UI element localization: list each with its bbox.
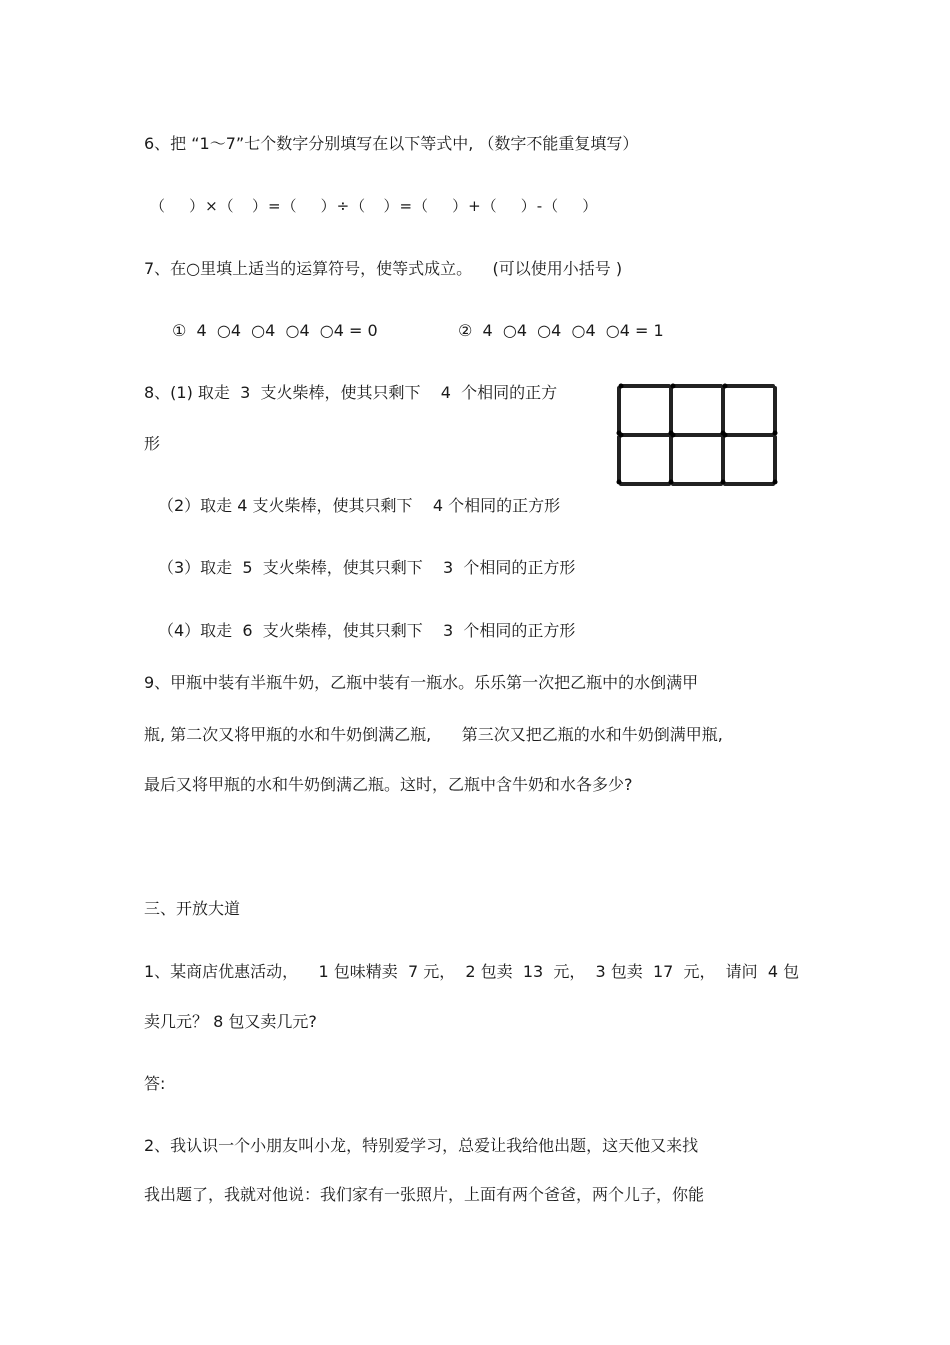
q8-part3: （3）取走 5 支火柴棒，使其只剩下 3 个相同的正方形 — [158, 558, 576, 577]
q9-line1: 9、甲瓶中装有半瓶牛奶，乙瓶中装有一瓶水。乐乐第一次把乙瓶中的水倒满甲 — [144, 673, 699, 692]
q8-part2: （2）取走 4 支火柴棒，使其只剩下 4 个相同的正方形 — [158, 496, 561, 515]
s3q1-line2: 卖几元？ 8 包又卖几元? — [144, 1012, 317, 1031]
s3q1-line1: 1、某商店优惠活动， 1 包味精卖 7 元， 2 包卖 13 元， 3 包卖 17 元， 请问 4 包 — [144, 962, 800, 981]
q9-line2: 瓶, 第二次又将甲瓶的水和牛奶倒满乙瓶, 第三次又把乙瓶的水和牛奶倒满甲瓶, — [144, 725, 723, 744]
q7-equation-1: ① 4 ○4 ○4 ○4 ○4 = 0 — [172, 321, 378, 340]
s3q2-line1: 2、我认识一个小朋友叫小龙，特别爱学习，总爱让我给他出题，这天他又来找 — [144, 1136, 699, 1155]
q7-prompt: 7、在○里填上适当的运算符号，使等式成立。 (可以使用小括号 ) — [144, 259, 623, 278]
q8-part1-line2: 形 — [144, 434, 161, 453]
s3q2-line2: 我出题了，我就对他说：我们家有一张照片，上面有两个爸爸，两个儿子，你能 — [144, 1185, 705, 1204]
q6-equation: （ ）×（ ）=（ ）÷（ ）=（ ）+（ ）-（ ） — [150, 197, 599, 215]
q7-equation-2: ② 4 ○4 ○4 ○4 ○4 = 1 — [458, 321, 664, 340]
section3-heading: 三、开放大道 — [144, 899, 241, 918]
q8-part4: （4）取走 6 支火柴棒，使其只剩下 3 个相同的正方形 — [158, 621, 576, 640]
q8-part1-line1: 8、(1) 取走 3 支火柴棒，使其只剩下 4 个相同的正方 — [144, 383, 558, 402]
matchstick-grid-figure — [613, 380, 783, 490]
s3q1-answer-label: 答: — [144, 1074, 166, 1093]
q6-prompt: 6、把 “1～7”七个数字分别填写在以下等式中, （数字不能重复填写） — [144, 134, 639, 153]
q9-line3: 最后又将甲瓶的水和牛奶倒满乙瓶。这时，乙瓶中含牛奶和水各多少? — [144, 775, 633, 794]
